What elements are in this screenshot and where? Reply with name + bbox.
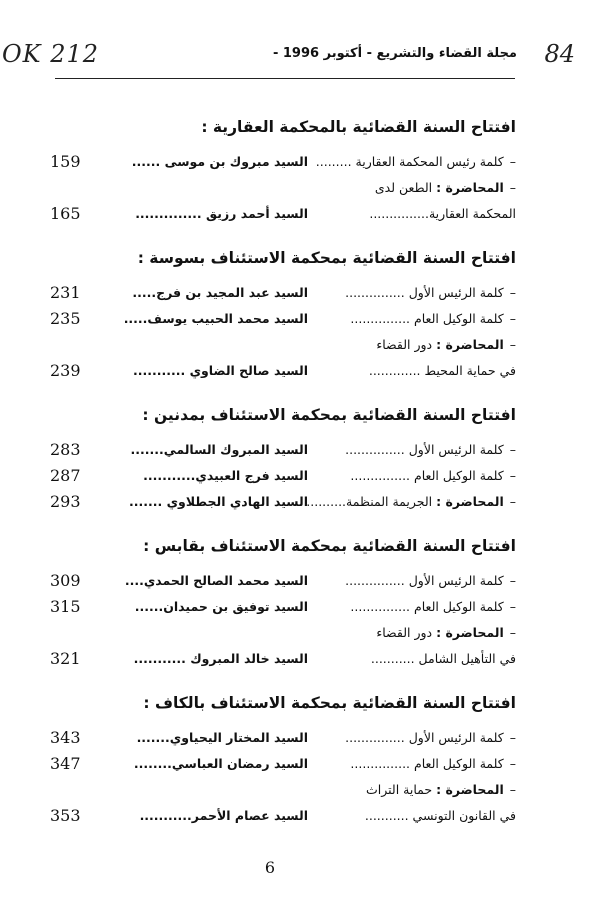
toc-entry [50,622,516,644]
entry-dash: – [509,782,516,797]
entry-text: في التأهيل الشامل ........... [370,651,516,666]
entry-speaker: السيد الهادي الجطلاوي ....... [129,494,308,509]
entry-dash: – [509,625,516,640]
table-of-contents [50,118,516,831]
entry-page-number: 231 [50,283,81,302]
header-rule [55,78,515,79]
section-gap [50,229,516,249]
toc-entry [50,491,516,513]
section-gap [50,386,516,406]
entry-dash: – [509,573,516,588]
entry-dash: – [509,494,516,509]
toc-entry [50,282,516,304]
page-number: 6 [264,858,276,877]
toc-entry [50,805,516,827]
toc-section [50,249,516,382]
entry-text: كلمة الرئيس الأول ............... [345,442,504,457]
entry-description [365,805,516,827]
lecture-label: المحاضرة : [436,782,504,797]
entry-page-number: 165 [50,204,81,223]
entry-description [369,203,516,225]
entry-text: الطعن لدى [374,180,433,195]
entry-speaker: السيد عصام الأحمر........... [139,808,308,823]
entry-speaker: السيد خالد المبروك ........... [133,651,308,666]
lecture-label: المحاضرة : [436,494,504,509]
running-header: مجلة القضاء والتشريع - أكتوبر 1996 - [272,46,517,61]
entry-description [366,779,516,801]
entry-speaker: السيد فرج العبيدي........... [143,468,308,483]
entry-page-number: 309 [50,571,81,590]
entry-speaker: السيد عبد المجيد بن فرج..... [132,285,308,300]
section-title: افتتاح السنة القضائية بمحكمة الاستئناف بمدنين : [142,406,516,424]
entry-page-number: 283 [50,440,81,459]
entry-page-number: 159 [50,152,81,171]
entry-dash: – [509,180,516,195]
entry-dash: – [509,442,516,457]
entry-text: حماية التراث [366,782,433,797]
toc-entry [50,727,516,749]
entry-description [376,622,516,644]
entry-text: كلمة الرئيس الأول ............... [345,730,504,745]
entry-text: دور القضاء [376,337,433,352]
section-title: افتتاح السنة القضائية بمحكمة الاستئناف بقابس : [143,537,516,555]
entry-page-number: 321 [50,649,81,668]
entry-description [350,465,516,487]
entry-dash: – [509,730,516,745]
toc-entry [50,334,516,356]
toc-section [50,118,516,225]
toc-section [50,537,516,670]
lecture-label: المحاضرة : [436,337,504,352]
entry-text: كلمة الوكيل العام ............... [350,468,504,483]
entry-page-number: 287 [50,466,81,485]
entry-speaker: السيد محمد الحبيب يوسف..... [123,311,308,326]
section-gap [50,517,516,537]
entry-dash: – [509,285,516,300]
entry-dash: – [509,337,516,352]
entry-text: كلمة الوكيل العام ............... [350,599,504,614]
entry-speaker: السيد صالح الضاوي ........... [133,363,308,378]
entry-description [369,360,516,382]
entry-dash: – [509,468,516,483]
entry-description [376,334,516,356]
entry-description [350,596,516,618]
entry-text: كلمة رئيس المحكمة العقارية ......... [315,154,504,169]
handwritten-annotation-left: OK 212 [2,40,100,68]
entry-text: الجريمة المنظمة.......... [306,494,433,509]
toc-entry [50,308,516,330]
entry-description [345,439,516,461]
entry-page-number: 239 [50,361,81,380]
toc-entry [50,439,516,461]
toc-entry [50,570,516,592]
toc-entry [50,779,516,801]
entry-page-number: 293 [50,492,81,511]
entry-page-number: 343 [50,728,81,747]
handwritten-annotation-right: 84 [544,40,575,68]
toc-entry [50,648,516,670]
entry-text: كلمة الوكيل العام ............... [350,311,504,326]
entry-speaker: السيد مبروك بن موسى ...... [131,154,308,169]
entry-description [316,151,516,173]
toc-entry [50,465,516,487]
entry-text: كلمة الرئيس الأول ............... [345,285,504,300]
entry-description [345,727,516,749]
entry-speaker: السيد توفيق بن حميدان...... [134,599,308,614]
entry-page-number: 347 [50,754,81,773]
entry-text: كلمة الرئيس الأول ............... [345,573,504,588]
toc-entry [50,203,516,225]
toc-entry [50,177,516,199]
entry-dash: – [509,154,516,169]
section-title: افتتاح السنة القضائية بالمحكمة العقارية : [201,118,516,136]
entry-description [350,308,516,330]
section-gap [50,674,516,694]
entry-page-number: 353 [50,806,81,825]
entry-page-number: 315 [50,597,81,616]
entry-speaker: السيد المبروك السالمي....... [130,442,308,457]
section-title: افتتاح السنة القضائية بمحكمة الاستئناف بالكاف : [143,694,516,712]
entry-description [306,491,516,513]
entry-description [375,177,516,199]
toc-entry [50,753,516,775]
entry-page-number: 235 [50,309,81,328]
entry-dash: – [509,311,516,326]
lecture-label: المحاضرة : [436,180,504,195]
entry-speaker: السيد محمد الصالح الحمدي.... [124,573,308,588]
entry-description [345,282,516,304]
entry-speaker: السيد المختار اليحياوي....... [136,730,308,745]
entry-description [345,570,516,592]
entry-text: دور القضاء [376,625,433,640]
entry-description [371,648,516,670]
toc-entry [50,596,516,618]
entry-dash: – [509,599,516,614]
entry-speaker: السيد رمضان العباسي........ [133,756,308,771]
entry-text: في حماية المحيط ............. [368,363,516,378]
toc-entry [50,360,516,382]
entry-text: المحكمة العقارية............... [369,206,516,221]
entry-text: كلمة الوكيل العام ............... [350,756,504,771]
entry-text: في القانون التونسي ........... [364,808,516,823]
toc-section [50,694,516,827]
entry-dash: – [509,756,516,771]
section-title: افتتاح السنة القضائية بمحكمة الاستئناف بسوسة : [137,249,516,267]
toc-section [50,406,516,513]
lecture-label: المحاضرة : [436,625,504,640]
toc-entry [50,151,516,173]
entry-description [350,753,516,775]
entry-speaker: السيد أحمد رزيق .............. [135,206,308,221]
